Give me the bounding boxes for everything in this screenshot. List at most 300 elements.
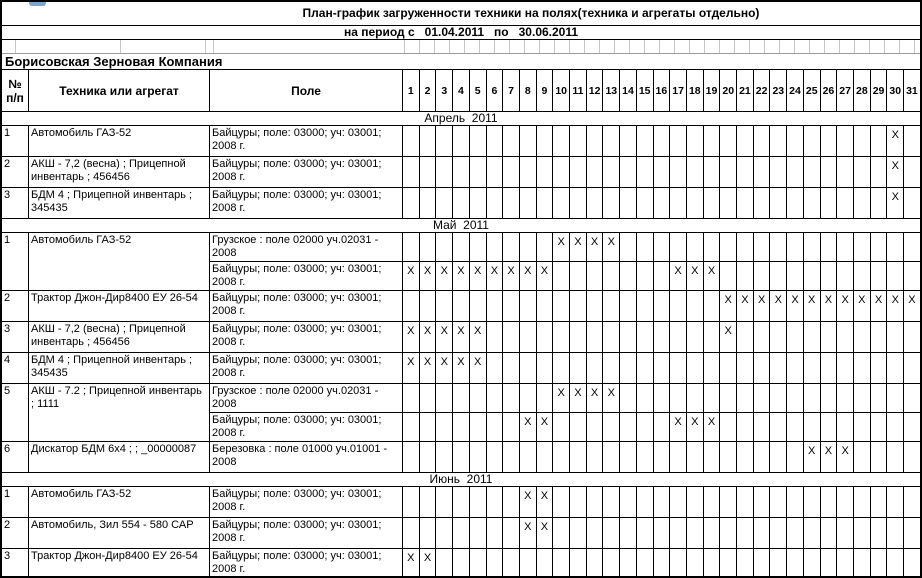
day-cell[interactable] xyxy=(836,188,853,218)
day-mark-cell[interactable]: X xyxy=(519,487,536,517)
day-cell[interactable] xyxy=(736,262,753,290)
day-cell[interactable] xyxy=(586,442,603,472)
day-cell[interactable] xyxy=(636,353,653,383)
day-cell[interactable] xyxy=(569,126,586,156)
day-cell[interactable] xyxy=(502,442,519,472)
day-cell[interactable] xyxy=(786,413,803,441)
day-cell[interactable] xyxy=(452,549,469,578)
day-cell[interactable] xyxy=(552,157,569,187)
day-cell[interactable] xyxy=(836,233,853,261)
day-cell[interactable] xyxy=(703,518,720,548)
header-day-cell[interactable]: 20 xyxy=(719,70,736,111)
day-cell[interactable] xyxy=(619,157,636,187)
day-cell[interactable] xyxy=(586,126,603,156)
day-cell[interactable] xyxy=(870,157,887,187)
day-cell[interactable] xyxy=(452,384,469,412)
day-cell[interactable] xyxy=(452,487,469,517)
day-cell[interactable] xyxy=(653,322,670,352)
day-mark-cell[interactable]: X xyxy=(586,384,603,412)
equipment-cell[interactable]: Дискатор БДМ 6х4 ; ; _00000087 xyxy=(29,442,210,472)
day-cell[interactable] xyxy=(703,384,720,412)
row-number-cell[interactable]: 3 xyxy=(2,549,29,578)
day-cell[interactable] xyxy=(870,487,887,517)
day-mark-cell[interactable]: X xyxy=(452,322,469,352)
day-cell[interactable] xyxy=(853,188,870,218)
day-cell[interactable] xyxy=(419,413,436,441)
field-cell[interactable]: Байцуры; поле: 03000; уч: 03001; 2008 г. xyxy=(210,549,403,578)
day-cell[interactable] xyxy=(853,518,870,548)
day-cell[interactable] xyxy=(435,518,452,548)
day-cell[interactable] xyxy=(736,487,753,517)
header-field-cell[interactable]: Поле xyxy=(210,70,403,111)
day-cell[interactable] xyxy=(870,233,887,261)
day-cell[interactable] xyxy=(669,549,686,578)
day-cell[interactable] xyxy=(753,126,770,156)
day-cell[interactable] xyxy=(886,233,903,261)
day-cell[interactable] xyxy=(636,126,653,156)
day-cell[interactable] xyxy=(719,233,736,261)
day-cell[interactable] xyxy=(602,262,619,290)
day-cell[interactable] xyxy=(403,487,419,517)
equipment-cell[interactable]: Автомобиль ГАЗ-52 xyxy=(29,233,210,290)
day-cell[interactable] xyxy=(619,384,636,412)
day-cell[interactable] xyxy=(536,126,553,156)
day-cell[interactable] xyxy=(736,233,753,261)
day-cell[interactable] xyxy=(803,233,820,261)
day-cell[interactable] xyxy=(586,157,603,187)
day-mark-cell[interactable]: X xyxy=(435,322,452,352)
day-mark-cell[interactable]: X xyxy=(569,384,586,412)
day-cell[interactable] xyxy=(469,233,486,261)
field-cell[interactable]: Грузское : поле 02000 уч.02031 - 2008 xyxy=(210,233,403,261)
day-cell[interactable] xyxy=(552,487,569,517)
day-cell[interactable] xyxy=(552,188,569,218)
day-cell[interactable] xyxy=(686,384,703,412)
day-cell[interactable] xyxy=(452,126,469,156)
day-cell[interactable] xyxy=(486,384,503,412)
day-cell[interactable] xyxy=(502,353,519,383)
day-cell[interactable] xyxy=(769,322,786,352)
header-day-cell[interactable]: 6 xyxy=(486,70,503,111)
day-cell[interactable] xyxy=(653,126,670,156)
day-cell[interactable] xyxy=(403,188,419,218)
day-cell[interactable] xyxy=(419,384,436,412)
day-cell[interactable] xyxy=(719,549,736,578)
day-cell[interactable] xyxy=(452,442,469,472)
day-cell[interactable] xyxy=(669,188,686,218)
day-cell[interactable] xyxy=(586,518,603,548)
day-cell[interactable] xyxy=(452,518,469,548)
header-day-cell[interactable]: 30 xyxy=(886,70,903,111)
day-cell[interactable] xyxy=(486,549,503,578)
day-cell[interactable] xyxy=(786,384,803,412)
day-cell[interactable] xyxy=(803,126,820,156)
day-cell[interactable] xyxy=(903,126,920,156)
day-cell[interactable] xyxy=(586,188,603,218)
day-cell[interactable] xyxy=(903,413,920,441)
day-cell[interactable] xyxy=(536,384,553,412)
day-cell[interactable] xyxy=(403,233,419,261)
day-cell[interactable] xyxy=(636,442,653,472)
day-cell[interactable] xyxy=(502,413,519,441)
day-cell[interactable] xyxy=(719,518,736,548)
day-mark-cell[interactable]: X xyxy=(419,322,436,352)
day-cell[interactable] xyxy=(452,413,469,441)
header-day-cell[interactable]: 1 xyxy=(407,84,414,97)
day-cell[interactable] xyxy=(753,262,770,290)
day-cell[interactable] xyxy=(403,518,419,548)
day-cell[interactable] xyxy=(669,126,686,156)
day-mark-cell[interactable]: X xyxy=(502,262,519,290)
day-cell[interactable] xyxy=(769,413,786,441)
row-number-cell[interactable]: 1 xyxy=(2,487,29,517)
day-cell[interactable] xyxy=(853,353,870,383)
day-cell[interactable] xyxy=(519,549,536,578)
day-cell[interactable] xyxy=(636,188,653,218)
day-cell[interactable] xyxy=(736,384,753,412)
day-mark-cell[interactable]: X xyxy=(435,262,452,290)
day-cell[interactable] xyxy=(569,322,586,352)
day-cell[interactable] xyxy=(686,157,703,187)
day-cell[interactable] xyxy=(486,442,503,472)
day-cell[interactable] xyxy=(569,413,586,441)
equipment-cell[interactable]: БДМ 4 ; Прицепной инвентарь ; 345435 xyxy=(29,188,210,218)
header-day-cell[interactable]: 25 xyxy=(803,70,820,111)
day-cell[interactable] xyxy=(586,549,603,578)
day-mark-cell[interactable]: X xyxy=(719,322,736,352)
day-cell[interactable] xyxy=(619,413,636,441)
day-cell[interactable] xyxy=(452,291,469,321)
field-cell[interactable]: Байцуры; поле: 03000; уч: 03001; 2008 г. xyxy=(210,126,403,156)
day-cell[interactable] xyxy=(586,322,603,352)
day-cell[interactable] xyxy=(536,322,553,352)
day-cell[interactable] xyxy=(719,188,736,218)
day-cell[interactable] xyxy=(636,291,653,321)
field-cell[interactable]: Байцуры; поле: 03000; уч: 03001; 2008 г. xyxy=(210,353,403,383)
field-cell[interactable]: Березовка : поле 01000 уч.01001 - 2008 xyxy=(210,442,403,472)
day-cell[interactable] xyxy=(870,384,887,412)
header-day-cell[interactable]: 28 xyxy=(853,70,870,111)
day-cell[interactable] xyxy=(820,262,837,290)
day-mark-cell[interactable]: X xyxy=(469,322,486,352)
day-cell[interactable] xyxy=(703,322,720,352)
day-cell[interactable] xyxy=(435,442,452,472)
header-day-cell[interactable]: 15 xyxy=(636,70,653,111)
day-mark-cell[interactable]: X xyxy=(519,518,536,548)
row-number-cell[interactable]: 2 xyxy=(2,291,29,321)
day-cell[interactable] xyxy=(853,384,870,412)
day-cell[interactable] xyxy=(703,188,720,218)
day-cell[interactable] xyxy=(820,322,837,352)
day-cell[interactable] xyxy=(836,413,853,441)
day-cell[interactable] xyxy=(469,518,486,548)
day-cell[interactable] xyxy=(502,233,519,261)
day-cell[interactable] xyxy=(786,518,803,548)
header-equipment-cell[interactable]: Техника или агрегат xyxy=(29,70,210,111)
header-day-cell[interactable]: 12 xyxy=(586,70,603,111)
day-cell[interactable] xyxy=(469,549,486,578)
day-cell[interactable] xyxy=(569,262,586,290)
day-cell[interactable] xyxy=(419,518,436,548)
day-cell[interactable] xyxy=(886,442,903,472)
day-cell[interactable] xyxy=(536,233,553,261)
day-mark-cell[interactable]: X xyxy=(903,291,920,321)
day-cell[interactable] xyxy=(403,157,419,187)
day-mark-cell[interactable]: X xyxy=(419,353,436,383)
day-cell[interactable] xyxy=(419,487,436,517)
day-mark-cell[interactable]: X xyxy=(407,325,415,337)
day-cell[interactable] xyxy=(602,322,619,352)
day-cell[interactable] xyxy=(653,487,670,517)
day-cell[interactable] xyxy=(769,188,786,218)
day-cell[interactable] xyxy=(519,291,536,321)
day-cell[interactable] xyxy=(536,291,553,321)
day-cell[interactable] xyxy=(602,157,619,187)
header-day-cell[interactable]: 14 xyxy=(619,70,636,111)
day-cell[interactable] xyxy=(719,262,736,290)
equipment-cell[interactable]: Трактор Джон-Дир8400 ЕУ 26-54 xyxy=(29,549,210,578)
day-cell[interactable] xyxy=(403,442,419,472)
day-mark-cell[interactable]: X xyxy=(686,262,703,290)
day-cell[interactable] xyxy=(903,549,920,578)
day-cell[interactable] xyxy=(803,413,820,441)
day-cell[interactable] xyxy=(435,157,452,187)
day-cell[interactable] xyxy=(836,549,853,578)
day-cell[interactable] xyxy=(853,442,870,472)
header-day-cell[interactable]: 24 xyxy=(786,70,803,111)
day-cell[interactable] xyxy=(686,549,703,578)
day-mark-cell[interactable]: X xyxy=(669,262,686,290)
day-cell[interactable] xyxy=(602,353,619,383)
day-cell[interactable] xyxy=(619,353,636,383)
day-cell[interactable] xyxy=(586,487,603,517)
day-mark-cell[interactable]: X xyxy=(753,291,770,321)
day-mark-cell[interactable]: X xyxy=(669,413,686,441)
day-mark-cell[interactable]: X xyxy=(820,291,837,321)
day-cell[interactable] xyxy=(653,262,670,290)
day-cell[interactable] xyxy=(753,322,770,352)
day-mark-cell[interactable]: X xyxy=(786,291,803,321)
header-day-cell[interactable]: 9 xyxy=(536,70,553,111)
day-mark-cell[interactable]: X xyxy=(407,552,415,564)
day-cell[interactable] xyxy=(786,353,803,383)
header-day-cell[interactable]: 29 xyxy=(870,70,887,111)
day-cell[interactable] xyxy=(786,126,803,156)
day-cell[interactable] xyxy=(669,518,686,548)
day-cell[interactable] xyxy=(486,126,503,156)
day-cell[interactable] xyxy=(686,233,703,261)
day-cell[interactable] xyxy=(820,549,837,578)
day-cell[interactable] xyxy=(736,413,753,441)
day-cell[interactable] xyxy=(769,126,786,156)
day-cell[interactable] xyxy=(903,233,920,261)
day-cell[interactable] xyxy=(886,262,903,290)
day-cell[interactable] xyxy=(870,442,887,472)
day-cell[interactable] xyxy=(669,384,686,412)
day-cell[interactable] xyxy=(619,126,636,156)
day-mark-cell[interactable]: X xyxy=(469,353,486,383)
day-cell[interactable] xyxy=(703,291,720,321)
day-cell[interactable] xyxy=(736,442,753,472)
field-cell[interactable]: Байцуры; поле: 03000; уч: 03001; 2008 г. xyxy=(210,157,403,187)
day-cell[interactable] xyxy=(569,353,586,383)
day-cell[interactable] xyxy=(653,549,670,578)
day-cell[interactable] xyxy=(636,157,653,187)
equipment-cell[interactable]: Автомобиль, Зил 554 - 580 САР xyxy=(29,518,210,548)
day-cell[interactable] xyxy=(820,413,837,441)
equipment-cell[interactable]: АКШ - 7.2 ; Прицепной инвентарь ; 1111 xyxy=(29,384,210,441)
day-cell[interactable] xyxy=(736,322,753,352)
day-mark-cell[interactable]: X xyxy=(853,291,870,321)
day-cell[interactable] xyxy=(753,413,770,441)
day-mark-cell[interactable]: X xyxy=(870,291,887,321)
day-cell[interactable] xyxy=(469,126,486,156)
day-cell[interactable] xyxy=(486,291,503,321)
day-cell[interactable] xyxy=(786,233,803,261)
day-cell[interactable] xyxy=(653,353,670,383)
day-cell[interactable] xyxy=(719,413,736,441)
header-day-cell[interactable]: 27 xyxy=(836,70,853,111)
day-cell[interactable] xyxy=(586,291,603,321)
day-mark-cell[interactable]: X xyxy=(569,233,586,261)
day-cell[interactable] xyxy=(586,353,603,383)
day-cell[interactable] xyxy=(469,413,486,441)
day-cell[interactable] xyxy=(769,487,786,517)
day-cell[interactable] xyxy=(786,262,803,290)
day-cell[interactable] xyxy=(769,353,786,383)
day-cell[interactable] xyxy=(786,188,803,218)
day-mark-cell[interactable]: X xyxy=(452,262,469,290)
day-cell[interactable] xyxy=(903,322,920,352)
day-cell[interactable] xyxy=(619,188,636,218)
day-cell[interactable] xyxy=(769,442,786,472)
day-cell[interactable] xyxy=(769,384,786,412)
equipment-cell[interactable]: Трактор Джон-Дир8400 ЕУ 26-54 xyxy=(29,291,210,321)
header-day-cell[interactable]: 26 xyxy=(820,70,837,111)
day-cell[interactable] xyxy=(719,353,736,383)
day-cell[interactable] xyxy=(502,384,519,412)
day-cell[interactable] xyxy=(786,549,803,578)
day-mark-cell[interactable]: X xyxy=(435,353,452,383)
day-cell[interactable] xyxy=(502,291,519,321)
day-cell[interactable] xyxy=(619,322,636,352)
day-cell[interactable] xyxy=(753,442,770,472)
day-mark-cell[interactable]: X xyxy=(602,384,619,412)
day-cell[interactable] xyxy=(820,384,837,412)
day-cell[interactable] xyxy=(519,233,536,261)
day-cell[interactable] xyxy=(569,549,586,578)
day-cell[interactable] xyxy=(469,487,486,517)
day-cell[interactable] xyxy=(636,487,653,517)
day-cell[interactable] xyxy=(769,157,786,187)
day-mark-cell[interactable]: X xyxy=(886,157,903,187)
day-cell[interactable] xyxy=(486,157,503,187)
day-cell[interactable] xyxy=(753,384,770,412)
day-cell[interactable] xyxy=(602,413,619,441)
day-cell[interactable] xyxy=(836,353,853,383)
day-cell[interactable] xyxy=(619,549,636,578)
day-cell[interactable] xyxy=(419,126,436,156)
day-mark-cell[interactable]: X xyxy=(519,262,536,290)
day-cell[interactable] xyxy=(653,518,670,548)
day-cell[interactable] xyxy=(669,322,686,352)
equipment-cell[interactable]: БДМ 4 ; Прицепной инвентарь ; 345435 xyxy=(29,353,210,383)
day-cell[interactable] xyxy=(653,157,670,187)
day-cell[interactable] xyxy=(502,322,519,352)
day-cell[interactable] xyxy=(669,157,686,187)
day-cell[interactable] xyxy=(653,291,670,321)
day-cell[interactable] xyxy=(853,549,870,578)
day-cell[interactable] xyxy=(536,442,553,472)
day-cell[interactable] xyxy=(653,233,670,261)
field-cell[interactable]: Байцуры; поле: 03000; уч: 03001; 2008 г. xyxy=(210,291,403,321)
day-mark-cell[interactable]: X xyxy=(886,126,903,156)
day-cell[interactable] xyxy=(619,487,636,517)
day-mark-cell[interactable]: X xyxy=(536,413,553,441)
day-cell[interactable] xyxy=(836,126,853,156)
day-cell[interactable] xyxy=(469,442,486,472)
day-cell[interactable] xyxy=(452,188,469,218)
day-cell[interactable] xyxy=(419,442,436,472)
header-day-cell[interactable]: 10 xyxy=(552,70,569,111)
day-mark-cell[interactable]: X xyxy=(519,413,536,441)
day-cell[interactable] xyxy=(552,126,569,156)
day-cell[interactable] xyxy=(435,188,452,218)
header-day-cell[interactable]: 8 xyxy=(519,70,536,111)
day-cell[interactable] xyxy=(786,322,803,352)
day-cell[interactable] xyxy=(836,157,853,187)
day-cell[interactable] xyxy=(636,262,653,290)
equipment-cell[interactable]: АКШ - 7,2 (весна) ; Прицепной инвентарь ; 456456 xyxy=(29,157,210,187)
day-cell[interactable] xyxy=(569,487,586,517)
day-cell[interactable] xyxy=(452,157,469,187)
day-cell[interactable] xyxy=(886,487,903,517)
day-cell[interactable] xyxy=(653,188,670,218)
day-cell[interactable] xyxy=(903,518,920,548)
day-cell[interactable] xyxy=(403,384,419,412)
day-mark-cell[interactable]: X xyxy=(769,291,786,321)
day-mark-cell[interactable]: X xyxy=(452,353,469,383)
day-cell[interactable] xyxy=(736,157,753,187)
day-mark-cell[interactable]: X xyxy=(536,518,553,548)
day-cell[interactable] xyxy=(753,487,770,517)
day-cell[interactable] xyxy=(486,487,503,517)
day-cell[interactable] xyxy=(736,188,753,218)
day-cell[interactable] xyxy=(736,549,753,578)
day-cell[interactable] xyxy=(602,188,619,218)
day-cell[interactable] xyxy=(686,353,703,383)
day-cell[interactable] xyxy=(469,291,486,321)
day-cell[interactable] xyxy=(536,353,553,383)
day-cell[interactable] xyxy=(703,126,720,156)
day-cell[interactable] xyxy=(753,233,770,261)
day-cell[interactable] xyxy=(820,233,837,261)
day-cell[interactable] xyxy=(435,549,452,578)
row-number-cell[interactable]: 1 xyxy=(2,233,29,290)
day-mark-cell[interactable]: X xyxy=(803,291,820,321)
day-cell[interactable] xyxy=(870,413,887,441)
header-day-cell[interactable]: 11 xyxy=(569,70,586,111)
day-cell[interactable] xyxy=(536,549,553,578)
day-cell[interactable] xyxy=(602,442,619,472)
equipment-cell[interactable]: Автомобиль ГАЗ-52 xyxy=(29,126,210,156)
day-mark-cell[interactable]: X xyxy=(719,291,736,321)
day-cell[interactable] xyxy=(769,262,786,290)
row-number-cell[interactable]: 5 xyxy=(2,384,29,441)
day-cell[interactable] xyxy=(853,157,870,187)
day-cell[interactable] xyxy=(853,262,870,290)
day-cell[interactable] xyxy=(669,442,686,472)
